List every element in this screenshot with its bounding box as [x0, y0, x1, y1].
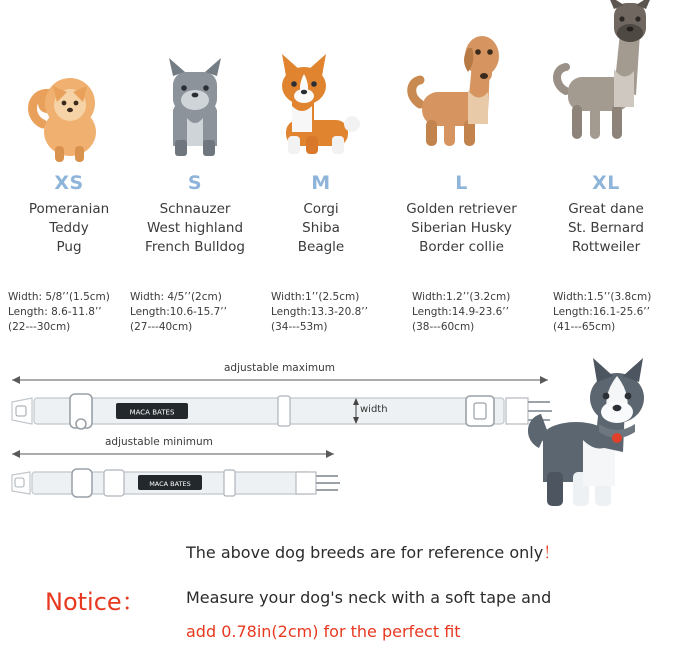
svg-text:MACA BATES: MACA BATES [129, 408, 175, 417]
size-letter-xl: XL [592, 172, 620, 194]
notice-add-line: add 0.78in(2cm) for the perfect fit [186, 622, 461, 641]
breed-item: Siberian Husky [411, 220, 512, 236]
size-letter-m: M [311, 172, 331, 194]
size-column-l [384, 0, 539, 257]
size-column-s [130, 0, 260, 257]
breed-item: Rottweiler [571, 239, 641, 255]
svg-text:MACA BATES: MACA BATES [149, 480, 191, 488]
french-bulldog-illustration [130, 0, 260, 170]
size-letter-s: S [187, 172, 203, 194]
collar-max-label: adjustable maximum [224, 362, 335, 374]
breed-item: West highland [146, 220, 244, 236]
measurement-length: Length:14.9-23.6’’ [412, 306, 509, 318]
measurement-length-metric: (22---30cm) [8, 321, 71, 333]
breed-list-m [262, 200, 380, 257]
size-letter-xs: XS [54, 172, 84, 194]
breed-item: Great dane [568, 201, 644, 217]
breed-item: Corgi [303, 201, 339, 217]
size-chart-row [0, 0, 679, 290]
breed-item: Border collie [419, 239, 504, 255]
size-column-xs [8, 0, 130, 257]
breed-item: Teddy [49, 220, 89, 236]
breed-item: Pug [56, 239, 82, 255]
measurement-length: Length:16.1-25.6’’ [553, 306, 650, 318]
husky-illustration [521, 352, 671, 532]
measurement-length-metric: (41---65cm) [553, 321, 616, 333]
measurement-width: Width:1’’(2.5cm) [271, 291, 360, 303]
measurement-width: Width:1.2’’(3.2cm) [412, 291, 511, 303]
collar-width-label: width [360, 404, 388, 415]
measurement-length: Length:13.3-20.8’’ [271, 306, 368, 318]
breed-item: Pomeranian [28, 201, 110, 217]
measurements-xl [553, 290, 651, 335]
breed-item: Shiba [302, 220, 340, 236]
measurement-width: Width:1.5’’(3.8cm) [553, 291, 652, 303]
collar-minimum-illustration [8, 460, 356, 506]
notice-measure-line: Measure your dog's neck with a soft tape and [186, 588, 552, 607]
measurements-row [0, 290, 679, 350]
size-letter-l: L [455, 172, 468, 194]
notice-keyword: Notice： [45, 588, 146, 616]
measurement-length-metric: (34---53m) [271, 321, 328, 333]
measurements-xs [8, 290, 110, 335]
size-column-xl [541, 0, 671, 257]
collar-min-dimension-line [8, 448, 338, 460]
measurement-length: Length:10.6-15.7’’ [130, 306, 227, 318]
breed-item: Golden retriever [406, 201, 517, 217]
measurement-width: Width: 4/5’’(2cm) [130, 291, 222, 303]
breed-list-xl [541, 200, 671, 257]
size-column-m [262, 0, 380, 257]
breed-item: French Bulldog [145, 239, 245, 255]
golden-retriever-illustration [384, 0, 539, 170]
notice-reference-text: The above dog breeds are for reference only [186, 543, 544, 562]
measurements-s [130, 290, 227, 335]
breed-item: Schnauzer [159, 201, 231, 217]
collar-min-label: adjustable minimum [105, 436, 213, 448]
measurements-m [271, 290, 368, 335]
measurement-width: Width: 5/8’’(1.5cm) [8, 291, 110, 303]
pomeranian-illustration [8, 0, 130, 170]
breed-list-xs [8, 200, 130, 257]
corgi-illustration [262, 0, 380, 170]
collar-maximum-illustration [8, 386, 556, 436]
measurement-length-metric: (38---60cm) [412, 321, 475, 333]
notice-exclamation: ！ [543, 543, 560, 562]
breed-item: Beagle [297, 239, 345, 255]
breed-list-s [130, 200, 260, 257]
breed-list-l [384, 200, 539, 257]
collar-max-dimension-line [8, 374, 552, 386]
breed-item: St. Bernard [567, 220, 645, 236]
notice-reference-line [186, 540, 559, 563]
great-dane-illustration [541, 0, 671, 170]
measurement-length-metric: (27---40cm) [130, 321, 193, 333]
measurement-length: Length: 8.6-11.8’’ [8, 306, 102, 318]
measurements-l [412, 290, 510, 335]
